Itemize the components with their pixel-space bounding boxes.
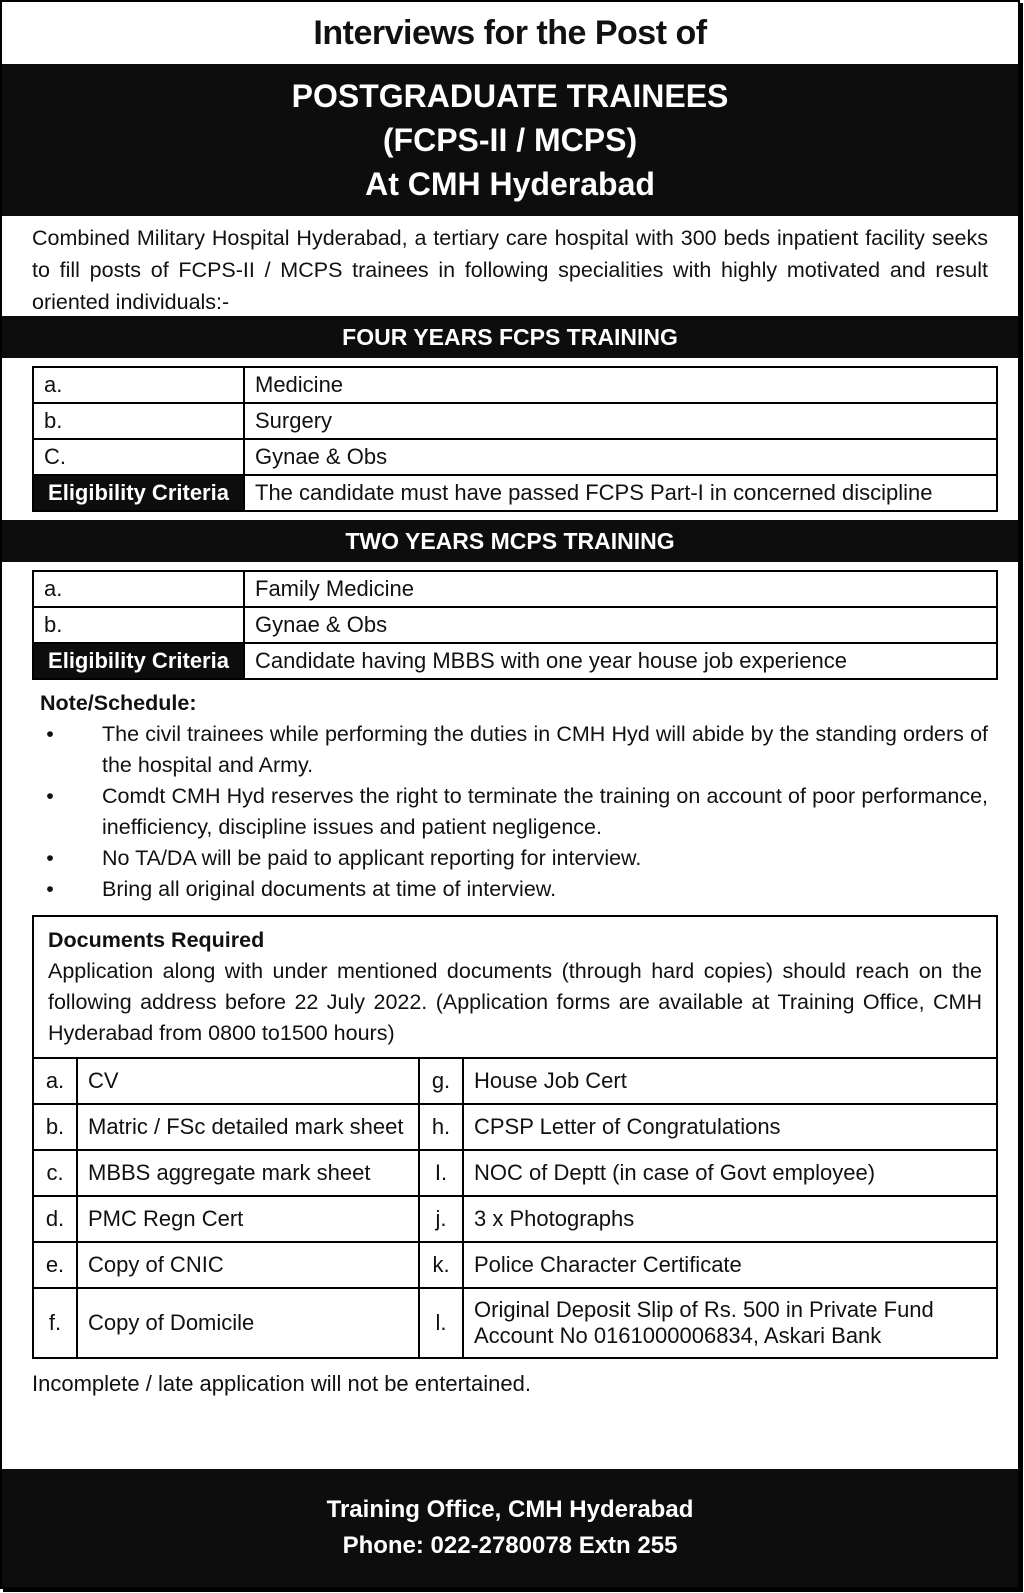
eligibility-text: The candidate must have passed FCPS Part-I in concerned discipline <box>244 475 997 511</box>
table-row <box>33 571 997 607</box>
list-item <box>40 781 988 843</box>
row-key: b. <box>33 607 244 643</box>
post-title-line-3: At CMH Hyderabad <box>365 166 655 202</box>
doc-index: k. <box>419 1242 463 1288</box>
doc-name: Police Character Certificate <box>463 1242 996 1288</box>
notes-list <box>40 719 988 905</box>
list-item <box>40 719 988 781</box>
intro-paragraph: Combined Military Hospital Hyderabad, a tertiary care hospital with 300 beds inpatient facility seeks to fill posts of FCPS-II / MCPS trainees in following specialities with highly motivated and result oriented individuals:- <box>32 226 988 314</box>
row-value: Family Medicine <box>244 571 997 607</box>
phone-number: Phone: 022-2780078 Extn 255 <box>342 1532 678 1559</box>
eligibility-text: Candidate having MBBS with one year house job experience <box>244 643 997 679</box>
notes-heading: Note/Schedule: <box>40 691 197 715</box>
row-key: a. <box>33 571 244 607</box>
table-row <box>33 403 997 439</box>
row-key: b. <box>33 403 244 439</box>
mcps-table <box>32 570 998 680</box>
post-title-line-2: (FCPS-II / MCPS) <box>382 122 638 158</box>
doc-name: 3 x Photographs <box>463 1196 996 1242</box>
doc-name: Original Deposit Slip of Rs. 500 in Private Fund Account No 0161000006834, Askari Bank <box>463 1288 996 1357</box>
note-text: Comdt CMH Hyd reserves the right to terminate the training on account of poor performance, inefficiency, discipline issues and patient negligence. <box>102 784 988 839</box>
documents-table <box>34 1057 996 1357</box>
table-row <box>33 367 997 403</box>
documents-heading: Documents Required <box>48 928 265 952</box>
doc-name: CPSP Letter of Congratulations <box>463 1104 996 1150</box>
row-value: Gynae & Obs <box>244 607 997 643</box>
doc-name: MBBS aggregate mark sheet <box>77 1150 419 1196</box>
table-row <box>34 1104 996 1150</box>
page-title: Interviews for the Post of <box>313 13 707 52</box>
bullet-icon: • <box>46 877 54 901</box>
doc-index: d. <box>34 1196 77 1242</box>
doc-name: Copy of CNIC <box>77 1242 419 1288</box>
doc-index: e. <box>34 1242 77 1288</box>
row-value: Medicine <box>244 367 997 403</box>
bullet-icon: • <box>46 722 54 746</box>
note-text: The civil trainees while performing the duties in CMH Hyd will abide by the standing orders of the hospital and Army. <box>102 722 988 777</box>
eligibility-row <box>33 643 997 679</box>
mcps-section-title: TWO YEARS MCPS TRAINING <box>2 520 1018 562</box>
doc-index: l. <box>419 1288 463 1357</box>
list-item <box>40 843 988 874</box>
note-text: Bring all original documents at time of interview. <box>102 877 557 901</box>
contact-footer <box>2 1469 1018 1587</box>
table-row <box>34 1196 996 1242</box>
table-row <box>34 1242 996 1288</box>
doc-index: g. <box>419 1058 463 1104</box>
fcps-table <box>32 366 998 512</box>
row-key: C. <box>33 439 244 475</box>
doc-name: CV <box>77 1058 419 1104</box>
documents-box <box>32 915 998 1359</box>
list-item <box>40 874 988 905</box>
doc-name: House Job Cert <box>463 1058 996 1104</box>
table-row <box>33 607 997 643</box>
doc-index: I. <box>419 1150 463 1196</box>
notes-section <box>2 680 1018 905</box>
row-value: Surgery <box>244 403 997 439</box>
table-row <box>33 439 997 475</box>
doc-name: PMC Regn Cert <box>77 1196 419 1242</box>
note-text: No TA/DA will be paid to applicant reporting for interview. <box>102 846 642 870</box>
documents-intro <box>34 917 996 1057</box>
bullet-icon: • <box>46 784 54 808</box>
office-name: Training Office, CMH Hyderabad <box>326 1496 694 1523</box>
eligibility-label: Eligibility Criteria <box>33 475 244 511</box>
bullet-icon: • <box>46 846 54 870</box>
post-title-line-1: POSTGRADUATE TRAINEES <box>291 78 729 114</box>
eligibility-row <box>33 475 997 511</box>
row-value: Gynae & Obs <box>244 439 997 475</box>
eligibility-label: Eligibility Criteria <box>33 643 244 679</box>
row-key: a. <box>33 367 244 403</box>
doc-index: a. <box>34 1058 77 1104</box>
doc-name: Matric / FSc detailed mark sheet <box>77 1104 419 1150</box>
doc-name: NOC of Deptt (in case of Govt employee) <box>463 1150 996 1196</box>
fcps-section-title: FOUR YEARS FCPS TRAINING <box>2 316 1018 358</box>
post-banner <box>2 64 1018 216</box>
doc-name: Copy of Domicile <box>77 1288 419 1357</box>
table-row <box>34 1058 996 1104</box>
late-application-note: Incomplete / late application will not be entertained. <box>32 1371 531 1396</box>
documents-text: Application along with under mentioned documents (through hard copies) should reach on the following address before 22 July 2022. (Application forms are available at Training Office, CMH Hyderabad from 0800 to1500 hours) <box>48 959 982 1045</box>
doc-index: f. <box>34 1288 77 1357</box>
doc-index: h. <box>419 1104 463 1150</box>
table-row <box>34 1150 996 1196</box>
doc-index: j. <box>419 1196 463 1242</box>
doc-index: c. <box>34 1150 77 1196</box>
doc-index: b. <box>34 1104 77 1150</box>
table-row <box>34 1288 996 1357</box>
